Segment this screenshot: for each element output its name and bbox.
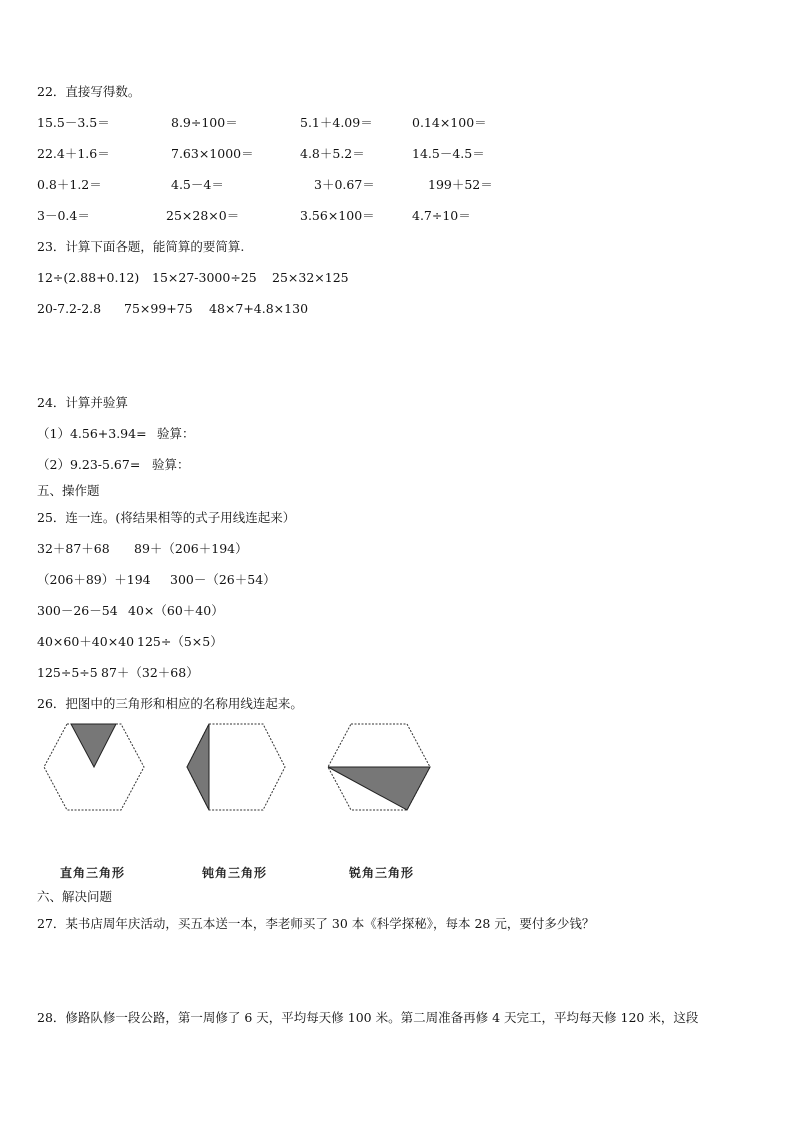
hexagon-figure-right [40,722,148,816]
q22-r3-c1: 0.8＋1.2＝ [37,177,102,192]
q23-r2-c3: 48×7+4.8×130 [209,301,309,316]
obtuse-triangle-shape [187,724,209,810]
q24-item2: （2）9.23-5.67= [37,457,141,472]
q22-r2-c4: 14.5－4.5＝ [412,146,485,161]
q22-r4-c4: 4.7÷10＝ [412,208,471,223]
q22-r1-c2: 8.9÷100＝ [171,115,238,130]
section-five-heading: 五、操作题 [37,483,100,498]
q25-right-3: 40×（60＋40） [128,603,224,618]
hexagon-figure-acute [324,722,434,816]
acute-triangle-shape [328,767,430,810]
q25-left-5: 125÷5÷5 [37,665,98,680]
q24-item1: （1）4.56+3.94= [37,426,147,441]
q25-right-5: 87＋（32＋68） [101,665,199,680]
q23-r1-c3: 25×32×125 [272,270,349,285]
label-acute-triangle: 锐角三角形 [349,866,415,880]
q25-left-3: 300－26－54 [37,603,118,618]
q24-item1-check: 验算： [157,426,195,441]
q22-r1-c4: 0.14×100＝ [412,115,487,130]
q22-r4-c3: 3.56×100＝ [300,208,375,223]
q25-left-1: 32＋87＋68 [37,541,110,556]
right-triangle-shape [71,724,116,767]
q22-r2-c2: 7.63×1000＝ [171,146,254,161]
q23-r2-c2: 75×99+75 [124,301,193,316]
q23-title: 23．计算下面各题，能简算的要简算. [37,239,245,254]
label-obtuse-triangle: 钝角三角形 [202,866,268,880]
q25-left-4: 40×60＋40×40 [37,634,135,649]
q22-r3-c2: 4.5－4＝ [171,177,224,192]
q22-r3-c4: 199＋52＝ [428,177,493,192]
q22-r2-c3: 4.8＋5.2＝ [300,146,365,161]
q22-title: 22．直接写得数。 [37,84,141,99]
q23-r2-c1: 20-7.2-2.8 [37,301,102,316]
section-six-heading: 六、解决问题 [37,889,113,904]
hexagon-figure-obtuse [183,722,289,816]
q22-r4-c1: 3－0.4＝ [37,208,90,223]
q25-title: 25．连一连。(将结果相等的式子用线连起来） [37,510,296,525]
q28-text: 28．修路队修一段公路，第一周修了 6 天，平均每天修 100 米。第二周准备再修 4 天完工，平均每天修 120 米，这段 [37,1010,699,1025]
q22-r4-c2: 25×28×0＝ [166,208,240,223]
q23-r1-c2: 15×27-3000÷25 [152,270,257,285]
q27-text: 27．某书店周年庆活动，买五本送一本，李老师买了 30 本《科学探秘》，每本 28 元，要付多少钱？ [37,916,595,931]
q22-r2-c1: 22.4＋1.6＝ [37,146,110,161]
q25-right-2: 300－（26＋54） [170,572,276,587]
q24-item2-check: 验算： [152,457,190,472]
q25-right-1: 89＋（206＋194） [134,541,248,556]
q22-r1-c1: 15.5－3.5＝ [37,115,110,130]
q24-title: 24．计算并验算 [37,395,128,410]
q25-left-2: （206＋89）＋194 [37,572,151,587]
q26-title: 26．把图中的三角形和相应的名称用线连起来。 [37,696,303,711]
q22-r3-c3: 3＋0.67＝ [314,177,375,192]
q25-right-4: 125÷（5×5） [137,634,223,649]
q22-r1-c3: 5.1＋4.09＝ [300,115,373,130]
label-right-triangle: 直角三角形 [60,866,126,880]
q23-r1-c1: 12÷(2.88+0.12) [37,270,140,285]
